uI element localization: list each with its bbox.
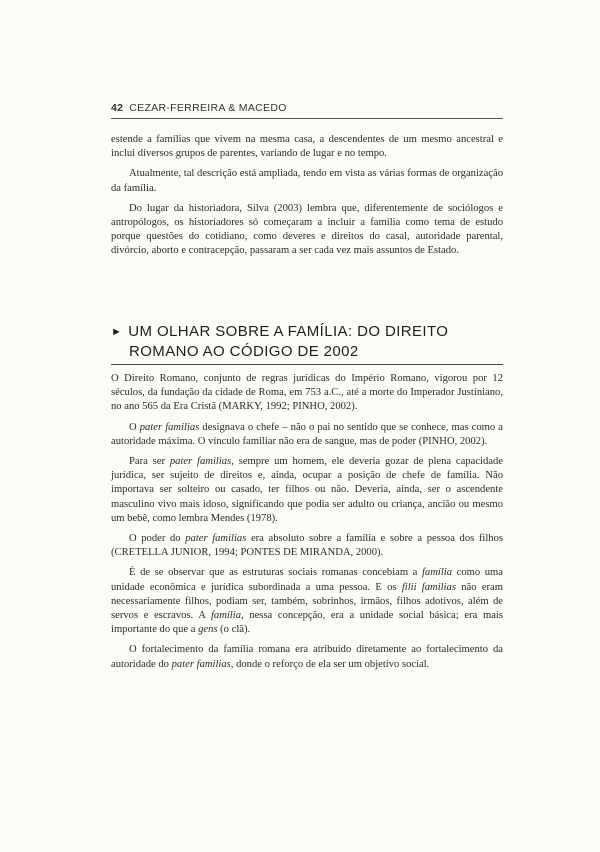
paragraph: estende a famílias que vivem na mesma casa, a descendentes de um mesmo ancestral e inclui diversos grupos de parentes, variando de lugar e no tempo. xyxy=(111,134,503,160)
text-run: como uma unidade econômica e jurídica subordinada a uma pessoa. E os xyxy=(111,567,503,593)
text-run: era absoluto sobre a família e sobre a pessoa dos filhos (CRETELLA JUNIOR, 1994; PONTES DE MIRANDA, 2000). xyxy=(111,533,504,559)
italic-term: família xyxy=(421,567,453,579)
italic-term: pater familias xyxy=(169,456,232,468)
text-run: , sempre um homem, ele deveria gozar de plena capacidade jurídica, ser sujeito de direitos e, ainda, ocupar a posição de chefe de família. Não importava ser solteiro ou casado, ter filhos ou não. Deveria, ainda, ser o ascendente masculino vivo mais idoso, significando que podia ser adulto ou criança, ancião ou mesmo um bebê, como lembra Mendes (1978). xyxy=(111,456,503,524)
running-title: CEZAR-FERREIRA & MACEDO xyxy=(129,102,287,114)
paragraph xyxy=(111,532,503,560)
heading-line-1: UM OLHAR SOBRE A FAMÍLIA: DO DIREITO xyxy=(128,323,449,340)
paragraph xyxy=(111,643,503,671)
text-run: É de se observar que as estruturas sociais romanas concebiam a xyxy=(129,567,422,579)
heading-line-2: ROMANO AO CÓDIGO DE 2002 xyxy=(129,343,359,360)
page-number: 42 xyxy=(111,102,124,114)
text-run: (o clã). xyxy=(217,624,251,636)
intro-text xyxy=(111,133,503,265)
text-run: O poder do xyxy=(129,533,186,545)
italic-term: gens xyxy=(198,624,218,636)
paragraph xyxy=(111,566,503,637)
paragraph: Do lugar da historiadora, Silva (2003) lembra que, diferentemente de sociólogos e antropólogos, os historiadores só começaram a incluir a família como tema de estudo porque questões do cotidiano, como deveres e direitos do casal, autoridade parental, divórcio, aborto e contracepção, passaram a ser cada vez mais assuntos de Estado. xyxy=(111,202,503,257)
text-run: O fortalecimento da família romana era atribuído diretamente ao fortalecimento da autoridade do xyxy=(111,644,503,670)
text-run: O xyxy=(129,421,140,433)
italic-term: pater familias xyxy=(185,533,247,545)
text-run: , nessa concepção, era a unidade social básica; era mais importante do que a xyxy=(111,610,503,636)
paragraph xyxy=(111,421,503,449)
text-run: Para ser xyxy=(129,456,170,468)
italic-term: família xyxy=(210,610,241,622)
section-heading xyxy=(111,322,503,365)
italic-term: pater familias xyxy=(139,421,200,433)
italic-term: filii familias xyxy=(401,581,456,593)
italic-term: pater familias xyxy=(171,658,231,670)
triangle-bullet-icon: ► xyxy=(111,326,123,338)
paragraph: O Direito Romano, conjunto de regras jurídicas do Império Romano, vigorou por 12 séculos, da fundação da cidade de Roma, em 753 a.C., até a morte do Imperador Justiniano, no ano 565 da Era Cristã (MARKY, 1992; PINHO, 2002). xyxy=(111,373,503,413)
paragraph: Atualmente, tal descrição está ampliada, tendo em vista as várias formas de organização da família. xyxy=(111,168,503,194)
text-run: designava o chefe – não o pai no sentido que se conhece, mas como a autoridade máxima. O vínculo familiar não era de sangue, mas de poder (PINHO, 2002). xyxy=(111,421,503,447)
running-header xyxy=(111,102,503,119)
paragraph xyxy=(111,455,503,526)
section-text xyxy=(111,372,503,678)
text-run: , donde o reforço de ela ser um objetivo social. xyxy=(230,658,430,670)
text-run: não eram necessariamente filhos, podiam ser, também, sobrinhos, irmãos, filhos adotivos, além de servos e escravos. A xyxy=(111,581,503,622)
